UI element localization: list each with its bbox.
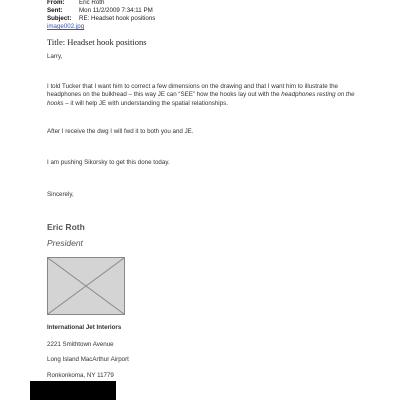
- message-title: Title: Headset hook positions: [47, 37, 147, 47]
- greeting: Larry,: [47, 53, 63, 60]
- sent-value: Mon 11/2/2009 7:34:11 PM: [79, 7, 153, 14]
- redaction-box: [30, 381, 116, 400]
- address-line-1: 2221 Smithtown Avenue: [47, 341, 114, 348]
- paragraph-2: After I receive the dwg I will fwd it to both you and JE.: [47, 128, 194, 135]
- address-line-2: Long Island MacArthur Airport: [47, 356, 129, 363]
- signature-title: President: [47, 238, 83, 248]
- address-line-3: Ronkonkoma, NY 11779: [47, 372, 114, 379]
- signature-name: Eric Roth: [47, 222, 85, 232]
- image-placeholder-icon: [47, 257, 125, 315]
- subject-label: Subject:: [47, 15, 72, 22]
- paragraph-1-emphasis: headphones resting on the hooks: [47, 91, 355, 107]
- attachment-link[interactable]: image002.jpg: [47, 23, 85, 30]
- company-name: International Jet Interiors: [47, 324, 122, 331]
- email-header: [47, 0, 155, 31]
- sent-row: [47, 7, 155, 15]
- subject-value: RE: Headset hook positions: [79, 15, 156, 22]
- paragraph-1: [47, 83, 367, 108]
- subject-row: [47, 15, 155, 23]
- sent-label: Sent:: [47, 7, 63, 14]
- paragraph-3: I am pushing Sikorsky to get this done today.: [47, 159, 170, 166]
- from-label: From:: [47, 0, 65, 6]
- from-row: [47, 0, 155, 7]
- from-value: Eric Roth: [79, 0, 105, 6]
- closing: Sincerely,: [47, 191, 74, 198]
- paragraph-1-text-a: I told Tucker that I want him to correct a few dimensions on the drawing and that I want him to illustrate the headphones on the bulkhead – this way JE can “SEE” how the hooks lay out with the: [47, 83, 338, 99]
- paragraph-1-text-b: – it will help JE with understanding the spatial relationships.: [63, 99, 228, 107]
